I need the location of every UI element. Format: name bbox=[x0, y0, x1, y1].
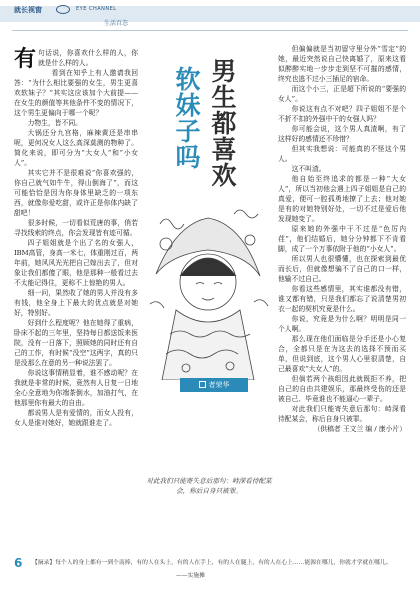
section-name-en: EYE CHANNEL bbox=[76, 6, 117, 12]
paragraph: 都说男人是有爱情的，而女人投有，女人是谁对她好，她就跟谁走了。 bbox=[14, 409, 138, 427]
page-header bbox=[0, 0, 420, 36]
footer-source: ——实施摊 bbox=[176, 573, 205, 579]
paragraph: 原来她的外强中干不过是“色厉内荏”，他们结婚后，她分分钟都下不肯看脚，成了一个万事依附于他的“小女人”。 bbox=[278, 225, 406, 253]
paragraph: 那么现在他们面临是分手还是小心复合，全都只是在为这去的选择不预而买单，但说到底，这个男人心里很清楚，自己最喜欢“大女人”的。 bbox=[278, 335, 406, 373]
eye-icon bbox=[56, 5, 70, 14]
paragraph: 你看这些感情里，其实谁都没有错，谁又都有错，只是我们都忘了说清楚男初衣一起的契机究竟是什么。 bbox=[278, 285, 406, 313]
paragraph: 而这个小三，正是超下所说的“要强的女人”。 bbox=[278, 85, 406, 103]
paragraph: 好到什么程度呢？他在她得了重病，卧床不起的三年里，坚持每日都送饭来医院，没有一日落下，照顾她的同时还有自己的工作，有时候“没空”这两字，真的只是没那么在意的另一种说法罢了。 bbox=[14, 319, 138, 367]
paragraph: 有句话说，你喜欢什么样的人，你就是什么样的人。 bbox=[14, 46, 138, 72]
paragraph: 四子姐姐就是个出了名的女强人，IBM高管，身高一米七，体重刚过百，两年前，她风风光光把自己嫁出去了，但对象让我们都傻了眼，他是那种一般看过去不太能记得住，更称不上惊艳的男人。 bbox=[14, 239, 138, 287]
author-icon bbox=[199, 381, 206, 388]
paragraph: 细一问，果然收了她的男人并没有多有钱，他全身上下最大的优点就是对她好，特别好。 bbox=[14, 289, 138, 317]
sub-section: 生活百态 bbox=[104, 20, 129, 27]
paragraph: 但其实我想说：可能真的不怪这个男人。 bbox=[278, 145, 406, 163]
editor-credit: （供稿者 王文兰 编 / 康小片） bbox=[313, 425, 406, 433]
paragraph: 你说，究竟是为什么啊？明明是同一个人啊。 bbox=[278, 315, 406, 333]
title-line-2: 软妹子吗 bbox=[172, 66, 201, 170]
header-divider bbox=[12, 30, 408, 31]
paragraph: 力物生，皆不同。 bbox=[27, 119, 82, 127]
paragraph: 你可能会说，这个男人真渣啊，有了这样好的感情还不珍惜？ bbox=[278, 125, 406, 143]
article-column-left bbox=[14, 48, 138, 428]
author-name: 者荣华 bbox=[208, 381, 230, 389]
paragraph: 你说这有点不对吧？四子姐姐不是个不折不扣的外强中干的女强人吗？ bbox=[278, 105, 406, 123]
paragraph: 他自始至终追求的都是一种“大女人”，所以当初他会遇上四子姐姐是自己的真爱，便可一腔孤勇地撩了上去；他对她是有的对她特别好处，一切不过是爱后他发现她变了。 bbox=[278, 175, 406, 223]
page-number: 6 bbox=[14, 556, 23, 570]
section-name: 就长视窗 bbox=[14, 6, 42, 14]
paragraph: 对此我们只能寄失意后那句：峙深看待配某会，称后自身只被罪。 bbox=[278, 405, 406, 423]
article-center bbox=[146, 44, 272, 534]
author-badge bbox=[180, 378, 248, 392]
paragraph: 大锅还分九宫格，麻辣黄还是串串呢，更何况女人这么高深莫测的物种了。简化来说，即可分为“大女人”和“小女人”。 bbox=[14, 129, 138, 167]
paragraph: 但偏偏就是当初留守里分外“雪定”的她，最近突然说自己快离婚了，原来这看似醉醉实地一步步走到坚不可摧的感情，终究也逃不过小三插足的宿命。 bbox=[278, 45, 406, 83]
article-column-right bbox=[278, 44, 406, 434]
footer-quote: 【摘录】每个人的身上都有一到个南捧，有的人在头上，有的人在手上，有的人在腿上，有的人在心上……能源在哪儿，你就才学就在哪儿。 bbox=[32, 560, 392, 566]
drop-cap: 有 bbox=[14, 46, 37, 72]
paragraph: 其实它并不是很难说“你喜欢强的，你自己就气如牛牛，得山倒海了”，而这可能恰恰是因为你身体里缺乏的一项东西，就像你爱吃甜，或许正是你体内缺了甜吧！ bbox=[14, 169, 138, 217]
page-footer bbox=[0, 556, 420, 590]
title-line-1: 男生都喜欢 bbox=[208, 58, 237, 188]
paragraph: 所以男人也很懵懂，也在探索到最优而长后，但就像想骗不了自己的口一样，他输不过自己。 bbox=[278, 255, 406, 283]
illustration-caption: 对此我们只能寄失意后那句：峙深看待配某会，称后自身只被罪。 bbox=[146, 477, 272, 495]
paragraph: 你说这事情稍显着，谁不感动呢？在我就是非常的时候，竟然有人日复一日地全心全意地为你端茶倒水，加油打气，在他那里你有最大的自由。 bbox=[14, 369, 138, 407]
paragraph: 很多时候，一切看似荒唐的事，俏若寻找线索的终点，你会发现皆有迹可循。 bbox=[14, 219, 138, 237]
paragraph: 看到在知乎上有人邀请我回答：“为什么相比要强的女生，男生更喜欢软妹子？”其实这应该加个大前提——在女生的颜值等其他条件不变的情况下，这个男生更偏向于哪一个呢？ bbox=[14, 69, 138, 117]
illustration bbox=[146, 184, 272, 380]
paragraph: 这不叫渣。 bbox=[291, 165, 326, 173]
paragraph: 但倘若两个孩组因此就既拒不养，把自己的自由共建娱乐，那最终受伤的还是被自己、毕竟谁也不能逼心一辈子。 bbox=[278, 375, 406, 403]
